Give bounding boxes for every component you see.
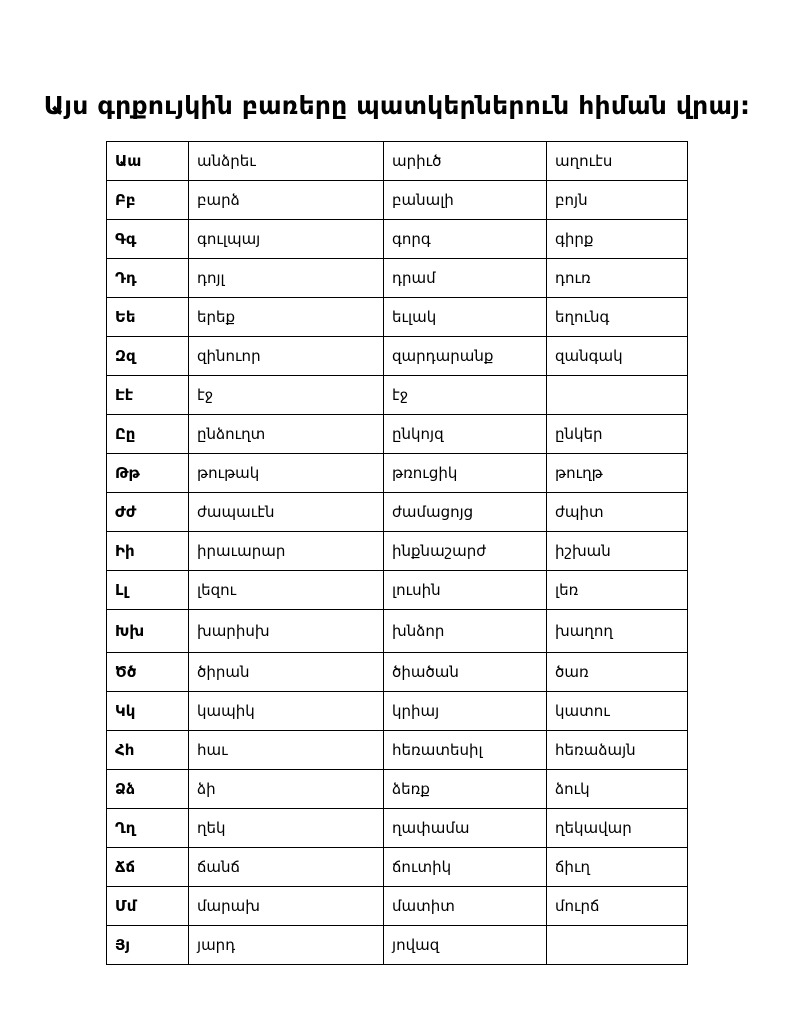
- table-row: [107, 142, 688, 181]
- word-cell: հեռաձայն: [547, 731, 688, 770]
- word-cell: եղունգ: [547, 298, 688, 337]
- word-cell: ձեռք: [384, 770, 547, 809]
- word-cell: ճանճ: [189, 848, 384, 887]
- word-cell: զանգակ: [547, 337, 688, 376]
- word-cell: ծիածան: [384, 653, 547, 692]
- word-cell: դուռ: [547, 259, 688, 298]
- letter-cell: Կկ: [107, 692, 189, 731]
- word-cell: էջ: [384, 376, 547, 415]
- letter-cell: Գգ: [107, 220, 189, 259]
- word-cell: ընկեր: [547, 415, 688, 454]
- table-row: [107, 610, 688, 653]
- letter-cell: Ղղ: [107, 809, 189, 848]
- word-cell: մուրճ: [547, 887, 688, 926]
- letter-cell: Մմ: [107, 887, 189, 926]
- word-cell: ձուկ: [547, 770, 688, 809]
- word-cell: իրաւարար: [189, 532, 384, 571]
- word-cell: խնձոր: [384, 610, 547, 653]
- word-cell: արիւծ: [384, 142, 547, 181]
- word-cell: գորգ: [384, 220, 547, 259]
- word-cell: մատիտ: [384, 887, 547, 926]
- word-cell: ընկոյզ: [384, 415, 547, 454]
- word-cell: ղափամա: [384, 809, 547, 848]
- table-row: [107, 692, 688, 731]
- word-cell: ժապաւէն: [189, 493, 384, 532]
- table-row: [107, 887, 688, 926]
- page-title: Այս գրքույկին բառերը պատկերներուն հիման վրայ:: [43, 91, 751, 120]
- word-cell: եւլակ: [384, 298, 547, 337]
- table-row: [107, 454, 688, 493]
- letter-cell: Էէ: [107, 376, 189, 415]
- word-cell: երեք: [189, 298, 384, 337]
- word-cell: էջ: [189, 376, 384, 415]
- word-cell: ձի: [189, 770, 384, 809]
- letter-cell: Յյ: [107, 926, 189, 965]
- word-cell: բանալի: [384, 181, 547, 220]
- table-row: [107, 376, 688, 415]
- word-cell: կապիկ: [189, 692, 384, 731]
- table-row: [107, 848, 688, 887]
- word-cell: թուղթ: [547, 454, 688, 493]
- word-cell: մարախ: [189, 887, 384, 926]
- table-row: [107, 220, 688, 259]
- letter-cell: Բբ: [107, 181, 189, 220]
- table-row: [107, 493, 688, 532]
- word-cell: դոյլ: [189, 259, 384, 298]
- word-cell: գիրք: [547, 220, 688, 259]
- letter-cell: Հհ: [107, 731, 189, 770]
- table-row: [107, 770, 688, 809]
- letter-cell: Դդ: [107, 259, 189, 298]
- word-cell: գուլպայ: [189, 220, 384, 259]
- word-cell: ժամացոյց: [384, 493, 547, 532]
- letter-cell: Աա: [107, 142, 189, 181]
- word-cell: խարիսխ: [189, 610, 384, 653]
- word-cell: զինուոր: [189, 337, 384, 376]
- word-cell: ճիւղ: [547, 848, 688, 887]
- table-row: [107, 571, 688, 610]
- word-cell: թռուցիկ: [384, 454, 547, 493]
- letter-cell: Ճճ: [107, 848, 189, 887]
- letter-cell: Ծծ: [107, 653, 189, 692]
- alphabet-word-table: [106, 141, 688, 965]
- letter-cell: Խխ: [107, 610, 189, 653]
- table-row: [107, 809, 688, 848]
- word-cell: ծառ: [547, 653, 688, 692]
- table-row: [107, 532, 688, 571]
- table-row: [107, 298, 688, 337]
- word-cell: յարդ: [189, 926, 384, 965]
- word-cell: լուսին: [384, 571, 547, 610]
- word-cell: խաղող: [547, 610, 688, 653]
- word-cell: լեզու: [189, 571, 384, 610]
- word-cell: ղեկավար: [547, 809, 688, 848]
- word-cell: անձրեւ: [189, 142, 384, 181]
- word-cell: ժպիտ: [547, 493, 688, 532]
- word-cell: բարձ: [189, 181, 384, 220]
- word-cell: դրամ: [384, 259, 547, 298]
- word-cell: թութակ: [189, 454, 384, 493]
- table-row: [107, 337, 688, 376]
- word-cell: ծիրան: [189, 653, 384, 692]
- table-row: [107, 259, 688, 298]
- word-cell: բոյն: [547, 181, 688, 220]
- letter-cell: Լլ: [107, 571, 189, 610]
- table-row: [107, 926, 688, 965]
- word-cell: ընձուղտ: [189, 415, 384, 454]
- table-row: [107, 415, 688, 454]
- word-cell: հաւ: [189, 731, 384, 770]
- word-cell: [547, 926, 688, 965]
- letter-cell: Ձձ: [107, 770, 189, 809]
- word-cell: [547, 376, 688, 415]
- word-cell: հեռատեսիլ: [384, 731, 547, 770]
- word-cell: կատու: [547, 692, 688, 731]
- word-cell: աղուէս: [547, 142, 688, 181]
- word-cell: ճուտիկ: [384, 848, 547, 887]
- table-row: [107, 653, 688, 692]
- letter-cell: Իի: [107, 532, 189, 571]
- letter-cell: Եե: [107, 298, 189, 337]
- word-cell: իշխան: [547, 532, 688, 571]
- word-cell: ինքնաշարժ: [384, 532, 547, 571]
- table-row: [107, 181, 688, 220]
- word-cell: ղեկ: [189, 809, 384, 848]
- letter-cell: Ըը: [107, 415, 189, 454]
- letter-cell: Զզ: [107, 337, 189, 376]
- word-cell: զարդարանք: [384, 337, 547, 376]
- word-cell: լեռ: [547, 571, 688, 610]
- letter-cell: Թթ: [107, 454, 189, 493]
- letter-cell: Ժժ: [107, 493, 189, 532]
- table-row: [107, 731, 688, 770]
- table-body: [107, 142, 688, 965]
- word-cell: յովազ: [384, 926, 547, 965]
- word-cell: կրիայ: [384, 692, 547, 731]
